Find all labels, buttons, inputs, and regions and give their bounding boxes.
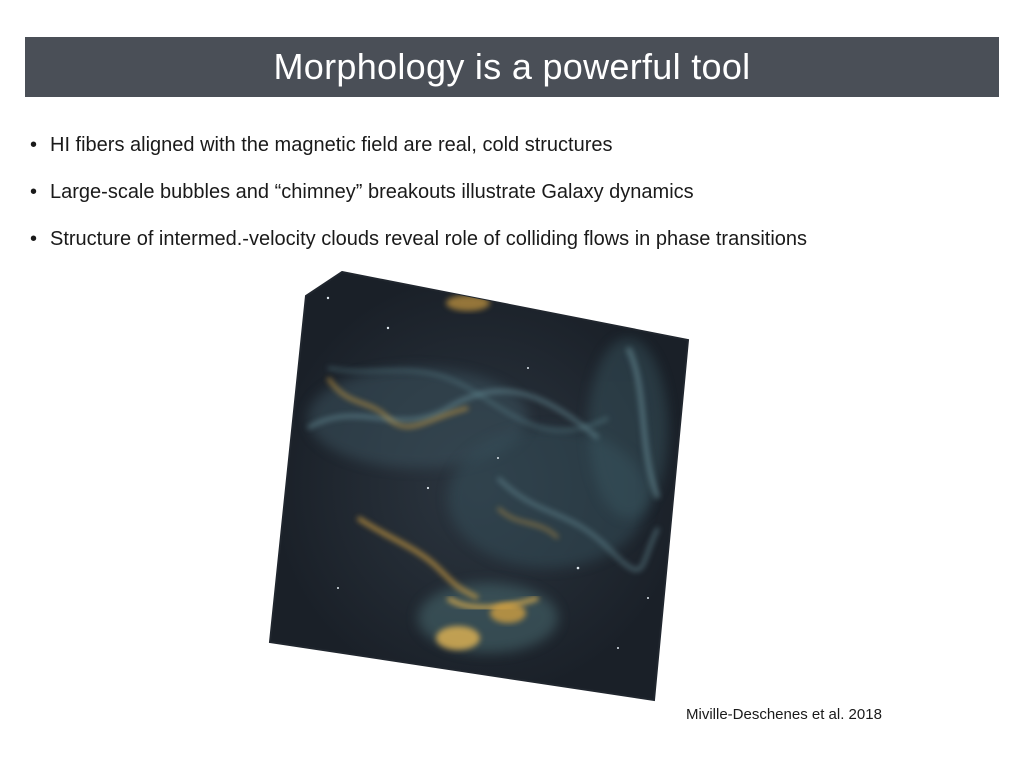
bullet-item [30, 222, 1010, 269]
bullet-dot-icon: • [30, 181, 38, 203]
bullet-text: HI fibers aligned with the magnetic field are real, cold structures [50, 134, 613, 156]
bullet-dot-icon: • [30, 134, 38, 156]
bullet-item [30, 128, 1010, 175]
bullet-list [30, 128, 1010, 269]
hi-emission-map [268, 268, 692, 712]
bullet-text: Structure of intermed.-velocity clouds reveal role of colliding flows in phase transitions [50, 228, 808, 250]
bullet-text: Large-scale bubbles and “chimney” breakouts illustrate Galaxy dynamics [50, 181, 694, 203]
title-bar [25, 37, 999, 97]
bullet-dot-icon: • [30, 228, 38, 250]
slide-title: Morphology is a powerful tool [273, 46, 751, 87]
bullet-item [30, 175, 1010, 222]
citation: Miville-Deschenes et al. 2018 [686, 706, 882, 723]
hi-map-svg [268, 268, 692, 712]
